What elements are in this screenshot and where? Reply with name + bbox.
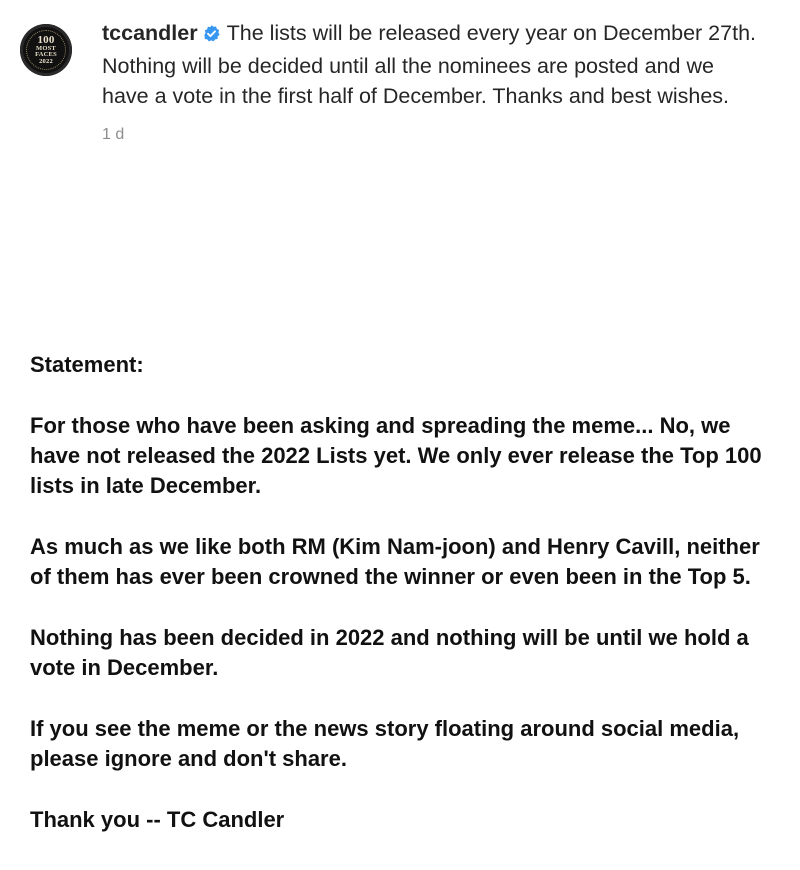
avatar-text-most: MOST [36, 44, 56, 52]
statement-image [30, 350, 780, 835]
username-link[interactable]: tccandler [102, 21, 198, 45]
avatar-text-faces: FACES [35, 51, 57, 59]
avatar[interactable] [20, 24, 72, 76]
statement-paragraph-1: For those who have been asking and spreading the meme... No, we have not released the 2022 Lists yet. We only ever release the Top 100 lists in late December. [30, 413, 762, 498]
statement-paragraph-3: Nothing has been decided in 2022 and nothing will be until we hold a vote in December. [30, 625, 749, 680]
comment-body [102, 18, 762, 145]
statement-signoff: Thank you -- TC Candler [30, 807, 285, 832]
avatar-text-100: 100 [37, 33, 55, 46]
comment-timestamp[interactable]: 1 d [102, 126, 125, 143]
statement-paragraph-2: As much as we like both RM (Kim Nam-joon) and Henry Cavill, neither of them has ever been crowned the winner or even been in the Top 5. [30, 534, 760, 589]
statement-heading: Statement: [30, 352, 144, 377]
comment-text: The lists will be released every year on December 27th. Nothing will be decided until all the nominees are posted and we have a vote in the first half of December. Thanks and best wishes. [102, 21, 756, 108]
verified-badge-icon [202, 21, 221, 51]
comment [20, 18, 780, 145]
statement-paragraph-4: If you see the meme or the news story floating around social media, please ignore and don't share. [30, 716, 740, 771]
avatar-text-year: 2022 [39, 57, 53, 65]
